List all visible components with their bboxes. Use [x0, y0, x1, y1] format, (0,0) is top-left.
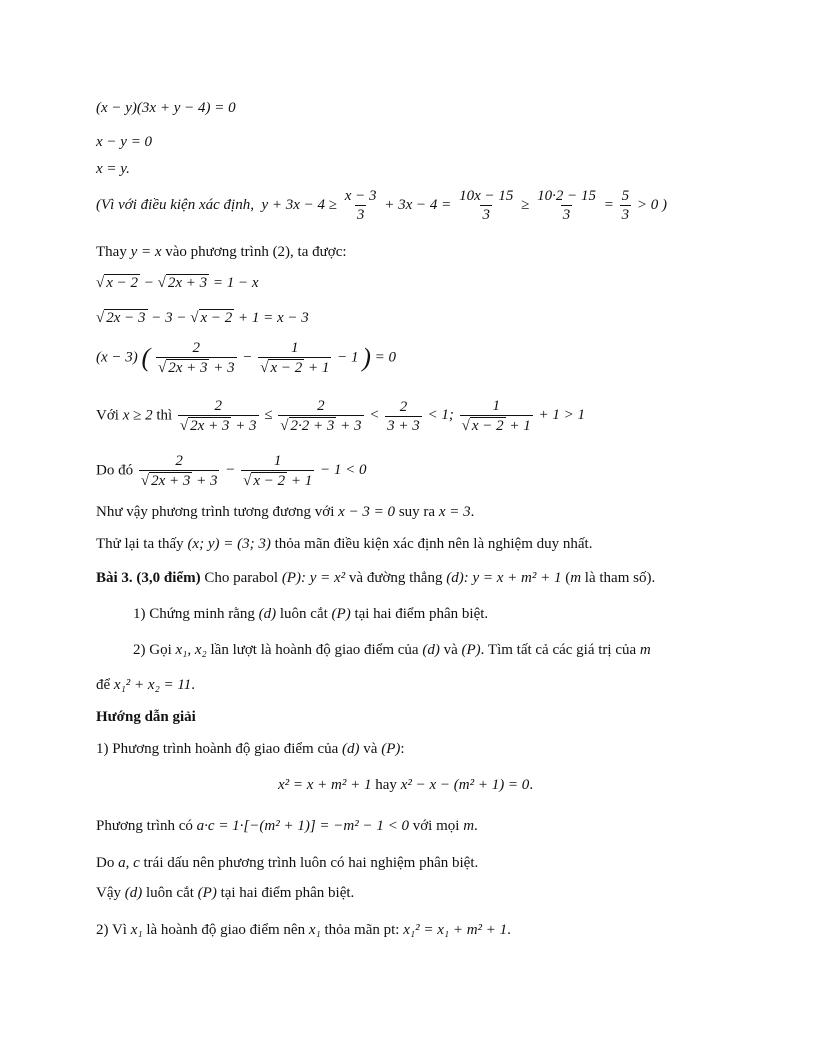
math-inline: x = 3 — [438, 504, 471, 520]
eq-part: + 3 — [235, 418, 257, 434]
solution-1-sign — [96, 852, 478, 874]
eq-part: + 3 — [196, 473, 218, 489]
eq-text: x − y = 0 — [96, 134, 153, 150]
equivalence-line — [96, 501, 474, 523]
denominator: √ 2x + 3 + 3 — [178, 415, 259, 434]
text: vào phương trình (2), ta được: — [165, 244, 347, 260]
text: với mọi — [412, 818, 460, 834]
text: Thử lại ta thấy — [96, 536, 184, 552]
math-inline: (d) — [342, 741, 360, 757]
denominator: 3 — [562, 207, 571, 223]
text: Do — [96, 855, 115, 871]
math-inline: x ≥ 2 — [122, 407, 153, 424]
denominator: √ x − 2 + 1 — [460, 415, 533, 434]
numerator: 2 — [192, 340, 201, 356]
eq-part: + 3 — [340, 418, 362, 434]
text: là hoành độ giao điểm nên — [146, 922, 306, 938]
math-inline: m — [463, 818, 475, 834]
equation-x-equals-y — [96, 158, 130, 180]
denominator: 3 — [621, 207, 630, 223]
math-inline: m — [570, 570, 582, 586]
denominator: √ 2x + 3 + 3 — [139, 470, 220, 489]
math-inline: (d) — [124, 885, 143, 901]
solution-heading — [96, 706, 196, 728]
equation-factored — [96, 97, 236, 119]
sqrt: √ x − 2 — [190, 310, 233, 326]
denominator: √ x − 2 + 1 — [241, 470, 314, 489]
text: Như vậy phương trình tương đương với — [96, 504, 335, 520]
fraction — [460, 398, 533, 434]
radicand: x − 2 — [471, 418, 504, 434]
eq-part: + 3x − 4 = — [384, 196, 452, 213]
heading-text: Hướng dẫn giải — [96, 709, 196, 725]
math-inline: (x; y) = (3; 3) — [187, 536, 271, 552]
text: thì — [156, 407, 173, 424]
numerator: 1 — [492, 398, 500, 414]
text: . — [474, 818, 478, 834]
denominator: √ x − 2 + 1 — [258, 357, 331, 376]
numerator: 10·2 − 15 — [537, 188, 596, 204]
text: . — [191, 677, 196, 693]
denominator: √ 2·2 + 3 + 3 — [278, 415, 363, 434]
math-inline: (d): y = x + m² + 1 — [446, 570, 562, 586]
solution-1-ac — [96, 815, 478, 837]
fraction — [178, 398, 259, 434]
numerator: x − 3 — [344, 188, 377, 204]
text: và đường thẳng — [348, 570, 443, 586]
math-inline: a, c — [118, 855, 140, 871]
text: và — [363, 741, 378, 757]
radicand: 2x + 3 — [167, 275, 208, 291]
math-inline: x² − x − (m² + 1) = 0 — [400, 777, 530, 793]
math-inline: x₁² + x₂ = 11 — [113, 677, 192, 693]
math-inline: (d) — [422, 642, 440, 658]
eq-part: + 1 — [290, 473, 313, 489]
fraction — [258, 340, 331, 376]
radicand: 2·2 + 3 — [290, 418, 335, 434]
text: . Tìm tất cả các giá trị của — [480, 642, 637, 658]
sqrt: √ 2x − 3 — [96, 310, 146, 326]
eq-part: ≤ — [264, 407, 273, 424]
fraction — [278, 398, 363, 434]
text: Thay — [96, 244, 127, 260]
text: tại hai điểm phân biệt. — [354, 606, 489, 622]
math-inline: (P) — [461, 642, 481, 658]
inequality-line — [96, 398, 585, 434]
solution-1-equation — [278, 774, 533, 796]
math-inline: (d) — [258, 606, 277, 622]
verify-line — [96, 533, 592, 555]
eq-part: + 1 — [307, 360, 330, 376]
text: Phương trình có — [96, 818, 193, 834]
eq-part: − — [225, 462, 236, 479]
therefore-line — [96, 453, 367, 489]
text: luôn cắt — [146, 885, 194, 901]
eq-part: ≥ — [521, 196, 530, 213]
denominator: 3 — [356, 207, 365, 223]
denominator: 3 — [482, 207, 490, 223]
math-inline: x₁² = x₁ + m² + 1 — [403, 922, 508, 938]
text: Cho parabol — [204, 570, 279, 586]
radicand: 2x + 3 — [190, 418, 230, 434]
math-inline: x₁, x₂ — [175, 642, 207, 658]
eq-part: = 1 − x — [212, 275, 259, 291]
solution-2-intro — [96, 919, 511, 941]
fraction — [156, 340, 237, 376]
eq-part: = — [603, 196, 614, 213]
problem-heading: Bài 3. (3,0 điểm) — [96, 570, 201, 586]
eq-part: + 1 > 1 — [538, 407, 586, 424]
numerator: 2 — [399, 398, 408, 415]
text: để — [96, 677, 111, 693]
eq-part: y + 3x − 4 ≥ — [261, 196, 337, 213]
numerator: 10x − 15 — [459, 188, 514, 204]
text: . — [507, 922, 511, 938]
eq-part: > 0 ) — [636, 196, 667, 213]
numerator: 2 — [214, 398, 222, 414]
text: và — [443, 642, 458, 658]
fraction — [620, 188, 632, 223]
math-inline: (P) — [197, 885, 217, 901]
numerator: 1 — [291, 340, 299, 356]
radicand: 2x + 3 — [168, 360, 208, 376]
numerator: 2 — [175, 453, 183, 469]
math-inline: (P) — [381, 741, 401, 757]
eq-part: < 1; — [427, 407, 454, 424]
solution-1-intro — [96, 738, 405, 760]
text: . — [470, 504, 475, 520]
text: thỏa mãn điều kiện xác định nên là nghiệm duy nhất. — [274, 536, 593, 552]
radicand: x − 2 — [200, 310, 233, 326]
eq-part: (x − 3) — [96, 349, 138, 366]
text: 1) Chứng minh rằng — [133, 606, 255, 622]
fraction — [385, 399, 422, 434]
radicand: x − 2 — [270, 360, 303, 376]
eq-part: − 1 — [337, 349, 359, 366]
eq-part: + 1 — [509, 418, 531, 434]
math-inline: a·c = 1·[−(m² + 1)] = −m² − 1 < 0 — [196, 818, 409, 834]
denominator: √ 2x + 3 + 3 — [156, 357, 237, 376]
eq-part: = 0 — [374, 349, 397, 366]
fraction — [535, 188, 598, 223]
text: thỏa mãn pt: — [324, 922, 400, 938]
text: tại hai điểm phân biệt. — [220, 885, 355, 901]
equation-sqrt-1: √ x − 2 − √ 2x + 3 = 1 − x — [96, 272, 259, 294]
numerator: 2 — [317, 398, 325, 414]
radicand: x − 2 — [106, 275, 139, 291]
eq-part: − 3 − — [151, 310, 187, 326]
eq-part: + 3 — [213, 360, 235, 376]
fraction — [343, 188, 379, 223]
equation-sqrt-2 — [96, 307, 309, 329]
eq-text: (x − y)(3x + y − 4) = 0 — [96, 100, 236, 116]
fraction — [457, 188, 515, 223]
text: . — [529, 777, 534, 793]
note-text: (Vì với điều kiện xác định, — [96, 196, 254, 213]
text: Với — [96, 407, 119, 424]
text: lần lượt là hoành độ giao điểm của — [210, 642, 419, 658]
equation-x-minus-y — [96, 131, 152, 153]
text: 2) Gọi — [133, 642, 172, 658]
radicand: 2x + 3 — [151, 473, 191, 489]
fraction — [139, 453, 220, 489]
math-inline: m — [639, 642, 651, 658]
numerator: 1 — [273, 453, 282, 469]
numerator: 5 — [621, 188, 630, 204]
problem-3-statement — [96, 567, 655, 589]
math-inline: (P) — [331, 606, 351, 622]
fraction — [241, 453, 314, 489]
math-inline: x₁ — [308, 922, 321, 938]
text: 2) Vì — [96, 922, 127, 938]
text: suy ra — [398, 504, 436, 520]
radicand: 2x − 3 — [106, 310, 146, 326]
eq-text: x = y. — [96, 161, 130, 177]
problem-3-part-2-cont — [96, 674, 195, 696]
math-inline: x − 3 = 0 — [338, 504, 396, 520]
math-inline: (P): y = x² — [281, 570, 346, 586]
math-inline: x₁ — [130, 922, 143, 938]
sqrt: √ x − 2 — [96, 275, 139, 291]
text: là tham số). — [584, 570, 656, 586]
eq-part: + 1 = x − 3 — [238, 310, 309, 326]
solution-1-conclusion — [96, 882, 354, 904]
denominator: 3 + 3 — [387, 417, 420, 434]
text: hay — [375, 777, 397, 793]
problem-3-part-1 — [133, 603, 488, 625]
substitute-line — [96, 241, 347, 263]
text: : — [400, 741, 405, 757]
text: 1) Phương trình hoành độ giao điểm của — [96, 741, 339, 757]
text: luôn cắt — [279, 606, 328, 622]
radicand: x − 2 — [253, 473, 286, 489]
eq-part: < — [369, 407, 380, 424]
sqrt: √ 2x + 3 — [157, 275, 208, 291]
problem-3-part-2 — [133, 639, 651, 661]
text: trái dấu nên phương trình luôn có hai nghiệm phân biệt. — [143, 855, 479, 871]
eq-part: − 1 < 0 — [320, 462, 367, 479]
text: ( — [565, 570, 571, 586]
equation-factored-sqrt: (x − 3) ( $\frac{2}{√ 2x + 3 + 3}$ − $\frac{1}{√ x - 2 + 1}$ − 1 ) = 0 — [96, 340, 397, 376]
math-inline: x² = x + m² + 1 — [278, 777, 372, 793]
text: Do đó — [96, 462, 134, 479]
math-inline: y = x — [130, 244, 162, 260]
condition-note — [96, 188, 667, 223]
text: Vậy — [96, 885, 121, 901]
